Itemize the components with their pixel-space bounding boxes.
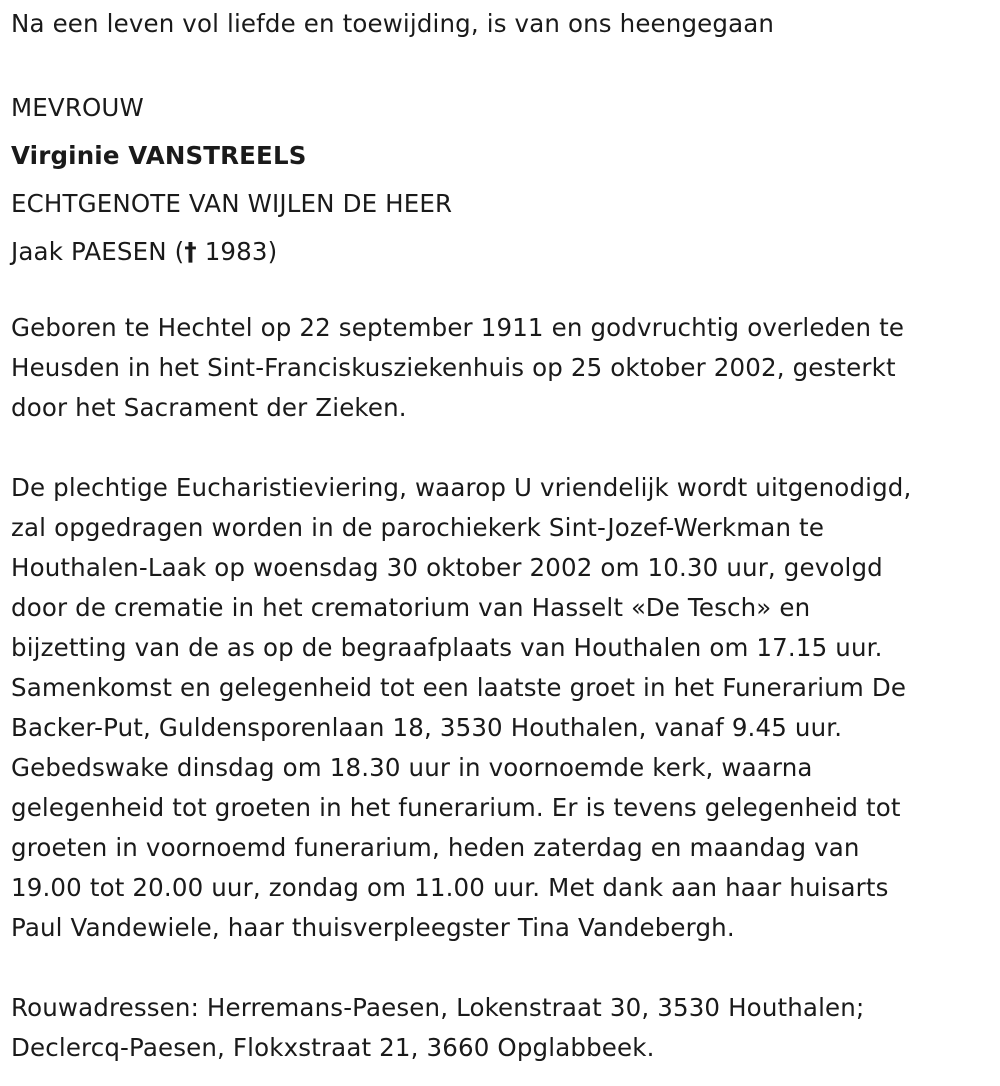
paragraph-line: door de crematie in het crematorium van Hasselt «De Tesch» en xyxy=(11,593,811,622)
intro-line: Na een leven vol liefde en toewijding, is van ons heengegaan xyxy=(11,9,775,38)
paragraph-line: door het Sacrament der Zieken. xyxy=(11,393,407,422)
paragraph-line: Samenkomst en gelegenheid tot een laatste groet in het Funerarium De xyxy=(11,673,907,702)
paragraph-line: De plechtige Eucharistieviering, waarop U vriendelijk wordt uitgenodigd, xyxy=(11,473,912,502)
condolence-addresses xyxy=(11,988,1000,1068)
relation-line: ECHTGENOTE VAN WIJLEN DE HEER xyxy=(11,189,453,218)
ceremony-paragraph xyxy=(11,468,1000,948)
paragraph-line: Declercq-Paesen, Flokxstraat 21, 3660 Opglabbeek. xyxy=(11,1033,655,1062)
paragraph-line: gelegenheid tot groeten in het funerarium. Er is tevens gelegenheid tot xyxy=(11,793,901,822)
paragraph-line: Paul Vandewiele, haar thuisverpleegster Tina Vandebergh. xyxy=(11,913,735,942)
paragraph-line: bijzetting van de as op de begraafplaats van Houthalen om 17.15 uur. xyxy=(11,633,883,662)
paragraph-line: Gebedswake dinsdag om 18.30 uur in voornoemde kerk, waarna xyxy=(11,753,813,782)
spouse-line xyxy=(11,228,1000,276)
paragraph-line: Houthalen-Laak op woensdag 30 oktober 2002 om 10.30 uur, gevolgd xyxy=(11,553,883,582)
paragraph-line: groeten in voornoemd funerarium, heden zaterdag en maandag van xyxy=(11,833,860,862)
birth-death-paragraph xyxy=(11,308,1000,428)
paragraph-line: zal opgedragen worden in de parochiekerk Sint-Jozef-Werkman te xyxy=(11,513,825,542)
paragraph-line: Backer-Put, Guldensporenlaan 18, 3530 Houthalen, vanaf 9.45 uur. xyxy=(11,713,843,742)
paragraph-line: 19.00 tot 20.00 uur, zondag om 11.00 uur. Met dank aan haar huisarts xyxy=(11,873,889,902)
paragraph-line: Heusden in het Sint-Franciskusziekenhuis op 25 oktober 2002, gesterkt xyxy=(11,353,896,382)
paragraph-line: Rouwadressen: Herremans-Paesen, Lokenstraat 30, 3530 Houthalen; xyxy=(11,993,865,1022)
deceased-name: Virginie VANSTREELS xyxy=(11,141,307,170)
deceased-header xyxy=(11,84,1000,276)
spouse-name: Jaak PAESEN ( xyxy=(11,237,185,266)
honorific: MEVROUW xyxy=(11,93,144,122)
spouse-death-year: 1983) xyxy=(196,237,278,266)
cross-icon: † xyxy=(184,237,197,266)
paragraph-line: Geboren te Hechtel op 22 september 1911 en godvruchtig overleden te xyxy=(11,313,905,342)
